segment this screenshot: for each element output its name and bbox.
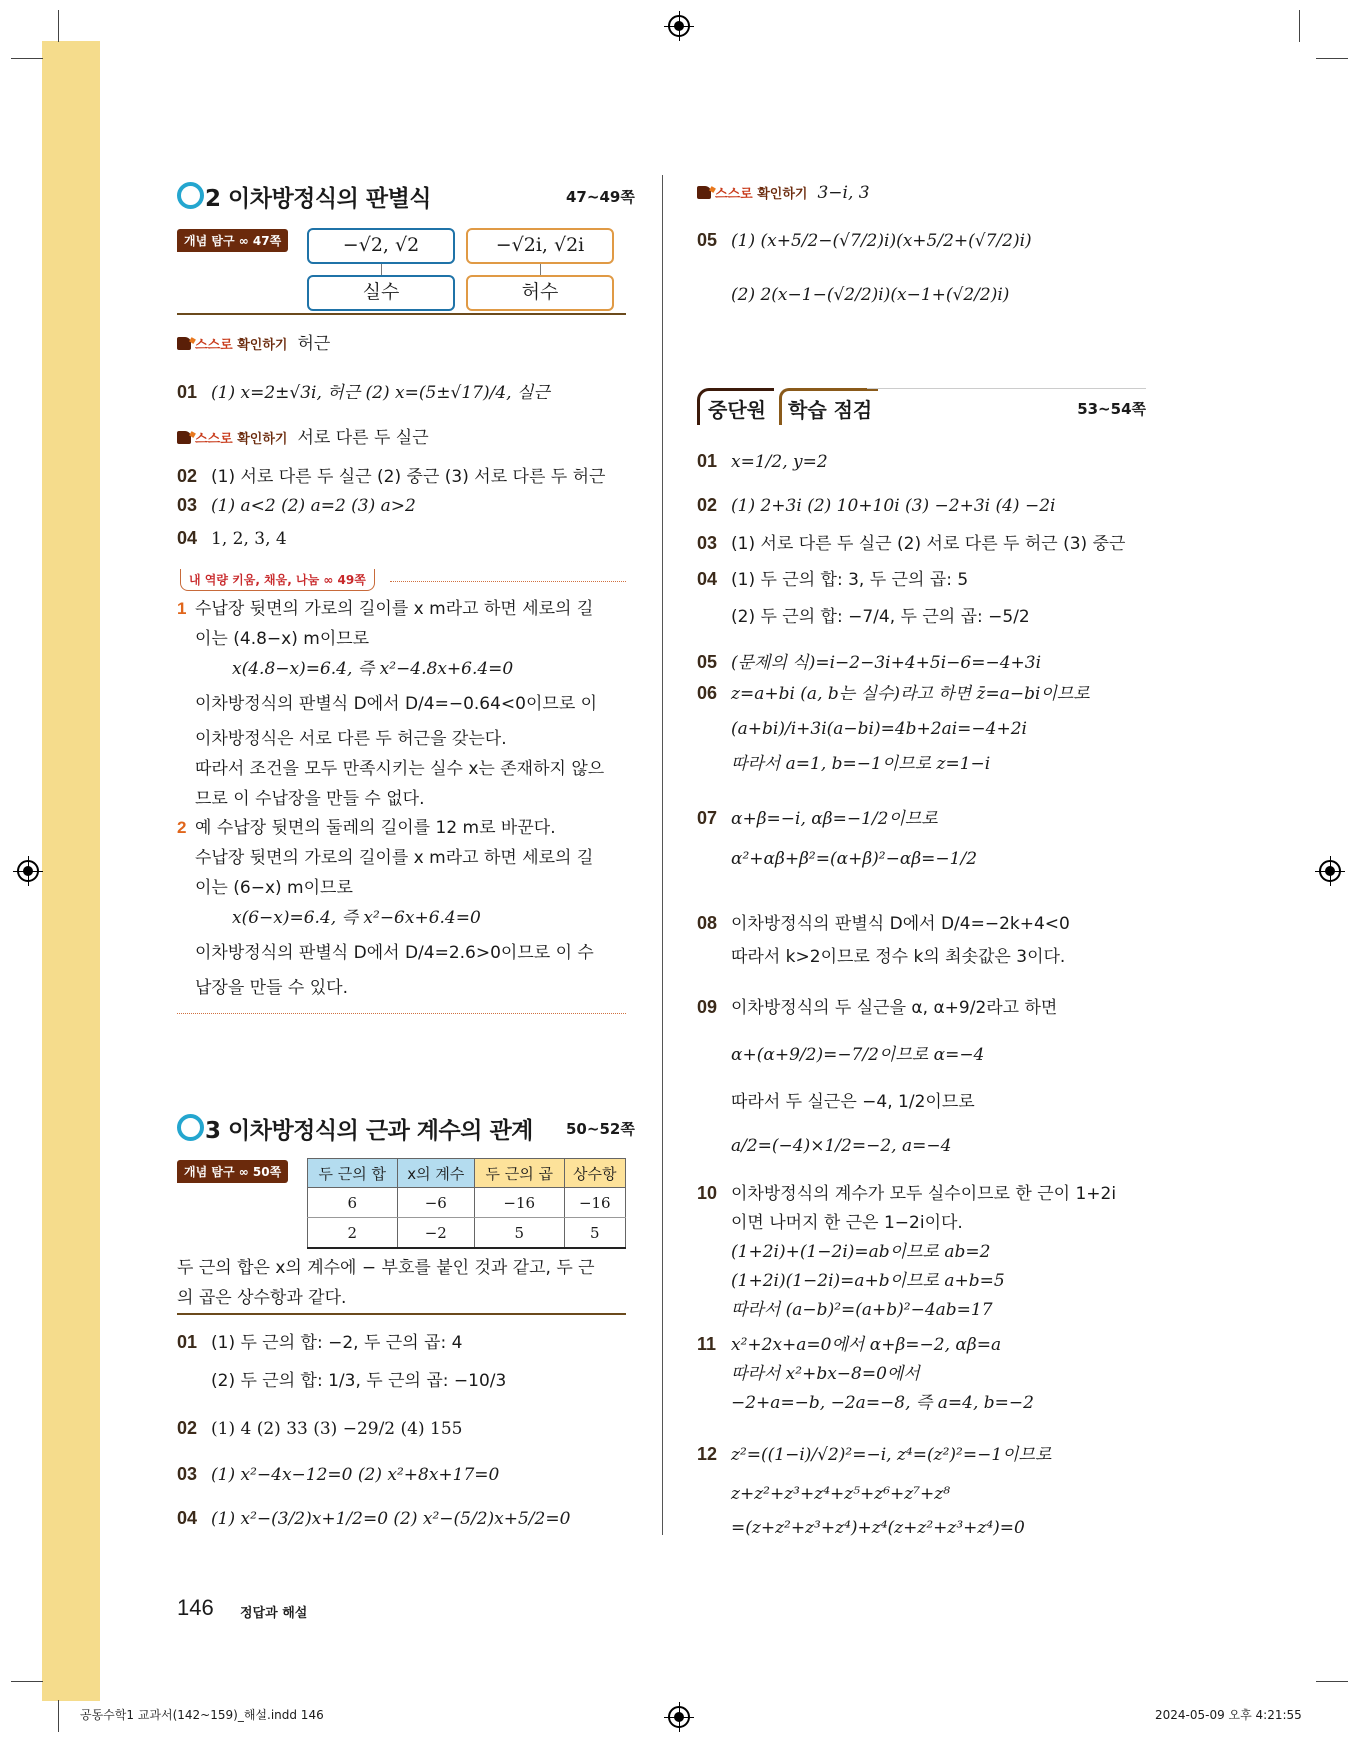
review-06: 06 z=a+bi (a, b는 실수)라고 하면 z̄=a−bi이므로 (a+bi)/i+3i(a−bi)=4b+2ai=−4+2i 따라서 a=1, b=−1이므로 z=1−i [697, 683, 1090, 774]
solution-2: 2 예 수납장 뒷면의 둘레의 길이를 12 m로 바꾼다. 수납장 뒷면의 가로의 길이를 x m라고 하면 세로의 길 이는 (6−x) m이므로 x(6−x)=6.4, 즉 x²−6x+6.4=0 이차방정식의 판별식 D에서 D/4=2.6>0이므로 이 수 납장을 만들 수 있다. [177, 818, 594, 998]
header-rule [867, 388, 1146, 389]
hand-icon [697, 186, 711, 199]
crop-mark [11, 58, 43, 59]
crop-mark [11, 1681, 43, 1682]
crop-mark [58, 1700, 59, 1732]
review-08: 08 이차방정식의 판별식 D에서 D/4=−2k+4<0 따라서 k>2이므로 정수 k의 최솟값은 3이다. [697, 913, 1070, 967]
registration-mark-icon [17, 860, 39, 882]
section-2-pages: 47~49쪽 [566, 188, 635, 206]
answer-05-2: (2) 2(x−1−(√2/2)i)(x−1+(√2/2)i) [731, 285, 1010, 305]
review-12: 12 z²=((1−i)/√2)²=−i, z⁴=(z²)²=−1이므로 z+z²+z³+z⁴+z⁵+z⁶+z⁷+z⁸ =(z+z²+z³+z⁴)+z⁴(z+z²+z³+z⁴)=0 [697, 1444, 1052, 1538]
answer-04: 04 1, 2, 3, 4 [177, 528, 287, 549]
margin-color-bar [42, 41, 100, 1701]
circle-icon [177, 1114, 204, 1141]
table-row: 6 −6 −16 −16 [308, 1188, 626, 1218]
section-3-pages: 50~52쪽 [566, 1120, 635, 1138]
answer-02: 02 (1) 서로 다른 두 실근 (2) 중근 (3) 서로 다른 두 허근 [177, 466, 606, 487]
answer-01-2: (2) 두 근의 합: 1/3, 두 근의 곱: −10/3 [211, 1371, 507, 1391]
review-09: 09 이차방정식의 두 실근을 α, α+9/2라고 하면 α+(α+9/2)=−7/2이므로 α=−4 따라서 두 실근은 −4, 1/2이므로 a/2=(−4)×1/2=−2, a=−4 [697, 997, 1058, 1156]
self-check: 스스로 확인하기 3−i, 3 [697, 183, 870, 203]
timestamp-slug: 2024-05-09 오후 4:21:55 [1155, 1708, 1302, 1722]
hand-icon [177, 431, 191, 444]
table-summary: 두 근의 합은 x의 계수에 − 부호를 붙인 것과 같고, 두 근 의 곱은 상수항과 같다. [177, 1258, 595, 1308]
divider [177, 1313, 626, 1315]
hand-icon [177, 337, 191, 350]
answer-03: 03 (1) a<2 (2) a=2 (3) a>2 [177, 495, 416, 516]
registration-mark-icon [668, 15, 690, 37]
table-row: 2 −2 5 5 [308, 1218, 626, 1249]
self-check: 스스로 확인하기 서로 다른 두 실근 [177, 423, 429, 448]
answer-01: 01 (1) x=2±√3i, 허근 (2) x=(5±√17)/4, 실근 [177, 382, 550, 403]
registration-mark-icon [1319, 860, 1341, 882]
file-slug: 공동수학1 교과서(142~159)_해설.indd 146 [80, 1708, 324, 1722]
real-label-box: 실수 [307, 275, 455, 311]
connector-line [381, 264, 382, 275]
answer-04: 04 (1) x²−(3/2)x+1/2=0 (2) x²−(5/2)x+5/2=0 [177, 1508, 571, 1529]
registration-mark-icon [668, 1706, 690, 1728]
imag-label-box: 허수 [466, 275, 614, 311]
crop-mark [1316, 58, 1348, 59]
column-divider [662, 175, 663, 1535]
page-number: 146 [177, 1595, 214, 1620]
review-11: 11 x²+2x+a=0에서 α+β=−2, αβ=a 따라서 x²+bx−8=0에서 −2+a=−b, −2a=−8, 즉 a=4, b=−2 [697, 1334, 1034, 1413]
real-roots-box: −√2, √2 [307, 228, 455, 264]
review-04: 04 (1) 두 근의 합: 3, 두 근의 곱: 5 [697, 569, 969, 590]
answer-05: 05 (1) (x+5/2−(√7/2)i)(x+5/2+(√7/2)i) [697, 230, 1032, 251]
review-05: 05 (문제의 식)=i−2−3i+4+5i−6=−4+3i [697, 652, 1042, 673]
review-02: 02 (1) 2+3i (2) 10+10i (3) −2+3i (4) −2i [697, 495, 1056, 516]
crop-mark [58, 10, 59, 42]
section-2-title: 2 이차방정식의 판별식 [177, 180, 431, 213]
capacity-tab: 내 역량 키움, 채움, 나눔 ∞ 49쪽 [180, 569, 375, 591]
review-04-2: (2) 두 근의 합: −7/4, 두 근의 곱: −5/2 [731, 607, 1030, 627]
circle-icon [177, 182, 204, 209]
answer-01: 01 (1) 두 근의 합: −2, 두 근의 곱: 4 [177, 1332, 463, 1353]
review-10: 10 이차방정식의 계수가 모두 실수이므로 한 근이 1+2i 이면 나머지 한 근은 1−2i이다. (1+2i)+(1−2i)=ab이므로 ab=2 (1+2i)(1−2i)=a+b이므로 a+b=5 따라서 (a−b)²=(a+b)²−4ab=17 [697, 1183, 1117, 1320]
review-03: 03 (1) 서로 다른 두 실근 (2) 서로 다른 두 허근 (3) 중근 [697, 533, 1126, 554]
solution-1: 1 수납장 뒷면의 가로의 길이를 x m라고 하면 세로의 길 이는 (4.8−x) m이므로 x(4.8−x)=6.4, 즉 x²−4.8x+6.4=0 이차방정식의 판별식 D에서 D/4=−0.64<0이므로 이 이차방정식은 서로 다른 두 허근을 갖는다. 따라서 조건을 모두 만족시키는 실수 x는 존재하지 않으 므로 이 수납장을 만들 수 없다. [177, 599, 605, 809]
concept-badge: 개념 탐구 ∞ 47쪽 [177, 229, 288, 252]
review-01: 01 x=1/2, y=2 [697, 451, 828, 472]
answer-03: 03 (1) x²−4x−12=0 (2) x²+8x+17=0 [177, 1464, 500, 1485]
imag-roots-box: −√2i, √2i [466, 228, 614, 264]
review-header: 중단원 학습 점검 53~54쪽 [697, 388, 1146, 428]
dotted-divider [390, 581, 626, 582]
crop-mark [1299, 10, 1300, 42]
crop-mark [1316, 1681, 1348, 1682]
concept-badge: 개념 탐구 ∞ 50쪽 [177, 1160, 288, 1183]
divider [177, 313, 626, 315]
root-coefficient-table: 두 근의 합 x의 계수 두 근의 곱 상수항 6 −6 −16 −16 2 −2 5 5 [307, 1158, 626, 1249]
dotted-divider [177, 1013, 626, 1014]
section-footer-title: 정답과 해설 [240, 1606, 308, 1621]
connector-line [540, 264, 541, 275]
self-check: 스스로 확인하기 허근 [177, 329, 330, 354]
review-07: 07 α+β=−i, αβ=−1/2이므로 α²+αβ+β²=(α+β)²−αβ=−1/2 [697, 808, 978, 869]
section-3-title: 3 이차방정식의 근과 계수의 관계 [177, 1112, 533, 1145]
answer-02: 02 (1) 4 (2) 33 (3) −29/2 (4) 155 [177, 1418, 463, 1439]
